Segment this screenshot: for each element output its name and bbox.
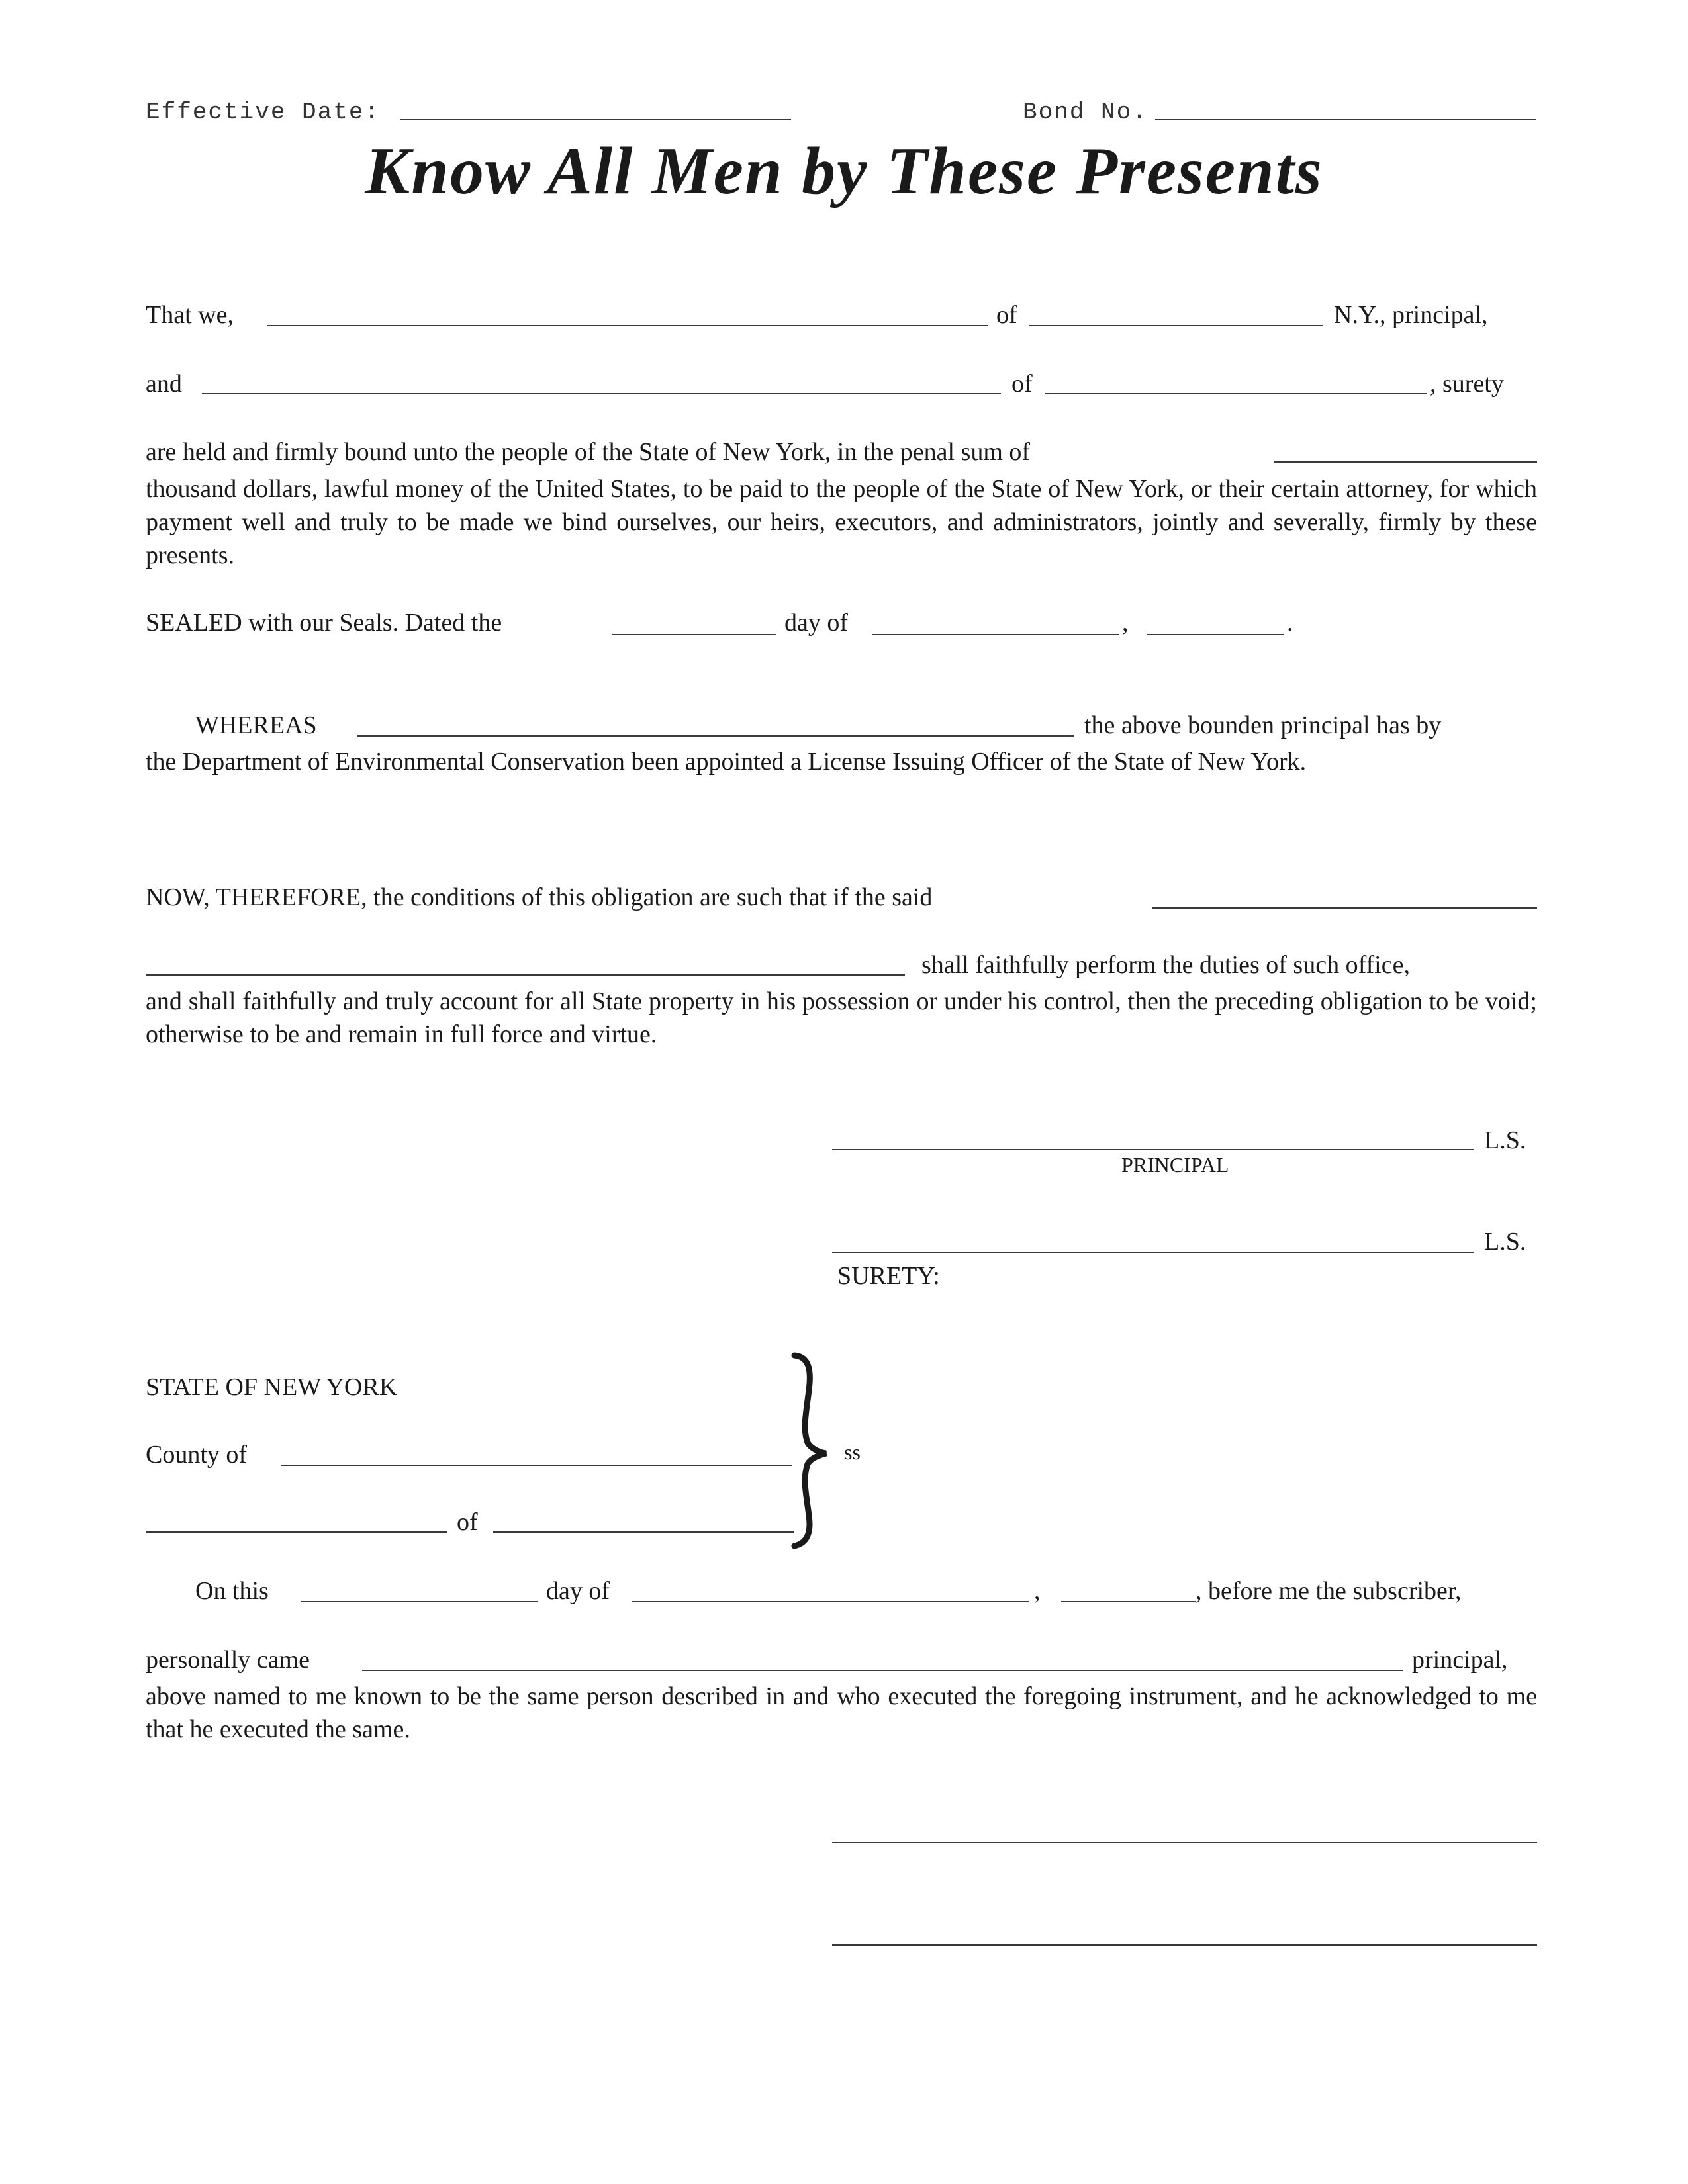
acknowledgment-body: above named to me known to be the same person described in and who executed the foregoing instrument, and he acknowledged to me that he executed the same. [146, 1682, 1537, 1743]
bound-body: thousand dollars, lawful money of the United States, to be paid to the people of the State of New York, or their certain attorney, for which payment well and truly to be made we bind ourselves, our heirs, executors, and administrators, jointly and severally, firmly by these presents. [146, 475, 1537, 569]
sealed-month-field[interactable] [872, 634, 1119, 635]
sealed-day-field[interactable] [612, 634, 776, 635]
whereas-body: the Department of Environmental Conservation been appointed a License Issuing Officer of the State of New York. [146, 748, 1307, 776]
whereas-lead: WHEREAS [195, 711, 317, 739]
comma: , [1122, 609, 1129, 637]
therefore-body: and shall faithfully and truly account for all State property in his possession or under his control, then the preceding obligation to be void; otherwise to be and remain in full force and virtue. [146, 987, 1537, 1048]
state-label: STATE OF NEW YORK [146, 1373, 398, 1401]
whereas-tail: the above bounden principal has by [1084, 711, 1442, 739]
notary-title-line[interactable] [832, 1944, 1537, 1946]
ack-day-field[interactable] [301, 1601, 538, 1602]
venue-field-left[interactable] [146, 1531, 447, 1533]
effective-date-field[interactable] [400, 119, 791, 120]
surety-signature-line[interactable] [832, 1252, 1474, 1253]
ack-month-field[interactable] [632, 1601, 1029, 1602]
surety-location-field[interactable] [1045, 393, 1427, 394]
day-of-label: day of [784, 609, 849, 637]
page-title: Know All Men by These Presents [365, 134, 1323, 208]
ss-label: ss [844, 1440, 861, 1464]
county-of-label: County of [146, 1441, 248, 1469]
bound-lead: are held and firmly bound unto the people of the State of New York, in the penal sum of [146, 438, 1031, 466]
of-label: of [996, 301, 1017, 329]
period: . [1287, 609, 1293, 637]
ls-label: L.S. [1484, 1126, 1526, 1154]
therefore-lead: NOW, THEREFORE, the conditions of this obligation are such that if the said [146, 884, 933, 911]
that-we-label: That we, [146, 301, 234, 329]
sealed-year-field[interactable] [1147, 634, 1284, 635]
surety-suffix: , surety [1430, 370, 1504, 398]
on-this-label: On this [195, 1577, 269, 1605]
county-field[interactable] [281, 1465, 792, 1466]
penal-sum-field[interactable] [1274, 461, 1537, 463]
principal-signature-line[interactable] [832, 1149, 1474, 1150]
bond-no-label: Bond No. [1023, 99, 1148, 126]
principal-location-field[interactable] [1029, 325, 1323, 326]
principal-suffix: principal, [1412, 1646, 1508, 1674]
ack-name-field[interactable] [362, 1670, 1403, 1671]
venue-field-right[interactable] [493, 1531, 794, 1533]
brace-icon [768, 1350, 841, 1549]
therefore-tail: shall faithfully perform the duties of such office, [921, 951, 1410, 979]
and-label: and [146, 370, 182, 398]
principal-suffix: N.Y., principal, [1334, 301, 1488, 329]
principal-name-field[interactable] [267, 325, 988, 326]
sealed-text: SEALED with our Seals. Dated the [146, 609, 502, 637]
comma: , [1034, 1577, 1041, 1605]
day-of-label: day of [546, 1577, 610, 1605]
personally-came-label: personally came [146, 1646, 310, 1674]
ls-label: L.S. [1484, 1228, 1526, 1255]
before-me-text: , before me the subscriber, [1196, 1577, 1462, 1605]
surety-name-field[interactable] [202, 393, 1001, 394]
ack-year-field[interactable] [1061, 1601, 1196, 1602]
therefore-name-field-1[interactable] [1152, 907, 1537, 909]
notary-signature-line[interactable] [832, 1842, 1537, 1843]
effective-date-label: Effective Date: [146, 99, 381, 126]
bond-no-field[interactable] [1155, 119, 1536, 120]
therefore-name-field-2[interactable] [146, 974, 905, 976]
surety-label: SURETY: [837, 1262, 940, 1290]
principal-label: PRINCIPAL [1121, 1153, 1229, 1177]
whereas-name-field[interactable] [357, 735, 1074, 737]
venue-of-label: of [457, 1508, 478, 1536]
of-label: of [1011, 370, 1033, 398]
